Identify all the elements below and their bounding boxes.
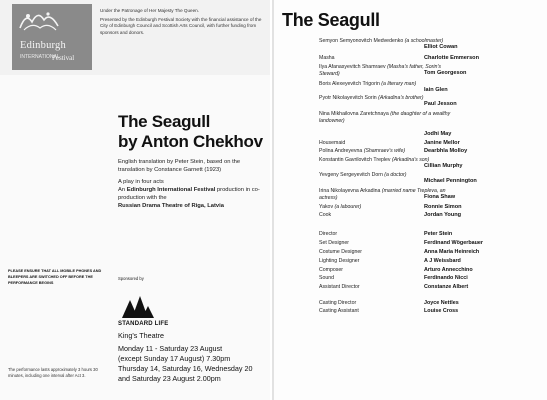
play-title: The Seagull	[118, 112, 211, 131]
sponsor-name: STANDARD LIFE	[118, 321, 169, 327]
play-description	[118, 158, 268, 214]
role-text: Casting Director	[319, 300, 357, 306]
acts-note	[118, 178, 268, 210]
actor-name: Peter Stein	[424, 231, 453, 237]
venue-info	[118, 331, 270, 384]
left-page	[0, 0, 270, 400]
role-note: (married name Trepleva, an actress)	[319, 188, 446, 201]
role-text: Assistant Director	[319, 284, 360, 290]
role-text: Nina Mikhailovna Zaretchnaya	[319, 111, 389, 117]
duration-note: The performance lasts approximately 3 hours 30 minutes, including one interval after Act 3.	[8, 367, 98, 378]
production-festival: Edinburgh International Festival	[126, 187, 216, 193]
cast-page-title: The Seagull	[282, 10, 380, 30]
actor-name: Constanze Albert	[424, 284, 469, 290]
role-note: (a literary man)	[381, 81, 417, 87]
actor-name: Charlotte Emmerson	[424, 55, 480, 61]
actor-name: Jodhi May	[424, 131, 452, 137]
actor-name: Dearbhla Molloy	[424, 148, 468, 154]
play-author: by Anton Chekhov	[118, 132, 263, 151]
production-mid: production in co-production with the	[118, 187, 260, 201]
role-note: (a doctor)	[384, 172, 407, 178]
actor-name: Ferdinando Nicci	[424, 275, 468, 281]
actor-name: Iain Glen	[424, 87, 448, 93]
role-text: Konstantin Gavrilovitch Treplev	[319, 157, 391, 163]
actor-name: Fiona Shaw	[424, 194, 456, 200]
actor-name: Janine Mellor	[424, 140, 460, 146]
actor-name: Paul Jesson	[424, 101, 457, 107]
role-note: (Arkadina's son)	[391, 157, 430, 163]
production-theatre: Russian Drama Theatre of Riga, Latvia	[118, 203, 224, 209]
venue-date: and Saturday 23 August 2.00pm	[118, 374, 221, 383]
role-text: Composer	[319, 267, 343, 273]
translation-note: English translation by Peter Stein, based on the translation by Constance Garnett (1923)	[118, 159, 241, 173]
phone-notice: PLEASE ENSURE THAT ALL MOBILE PHONES AND BLEEPERS ARE SWITCHED OFF BEFORE THE PERFORMANCE BEGINS	[8, 269, 102, 285]
role-note: (Arkadina's brother)	[378, 95, 424, 101]
sponsor-logo-icon	[118, 292, 158, 320]
acts-text: A play in four acts	[118, 179, 164, 185]
actor-name: Elliot Cowan	[424, 44, 458, 50]
role-name	[319, 111, 454, 124]
role-text: Director	[319, 231, 338, 237]
actor-name: Arturo Annecchino	[424, 267, 473, 273]
actor-name: Ronnie Simon	[424, 204, 462, 210]
actor-name: Joyce Nettles	[424, 300, 459, 306]
venue-date: (except Sunday 17 August) 7.30pm	[118, 354, 231, 363]
role-text: Set Designer	[319, 240, 349, 246]
actor-name: Michael Pennington	[424, 178, 477, 184]
role-text: Sound	[319, 275, 335, 281]
role-note: (the daughter of a wealthy landowner)	[319, 111, 451, 124]
actor-name: Anna Maria Heinreich	[424, 249, 480, 255]
patron-line: Under the Patronage of Her Majesty The Queen.	[100, 8, 199, 13]
role-text: Irina Nikolayevna Arkadina	[319, 188, 381, 194]
role-text: Casting Assistant	[319, 308, 359, 314]
actor-name: Ferdinand Wögerbauer	[424, 240, 484, 246]
venue-date: Thursday 14, Saturday 16, Wednesday 20	[118, 364, 253, 373]
festival-logo	[12, 4, 92, 70]
production-prefix: An	[118, 187, 126, 193]
right-page	[272, 0, 547, 400]
role-note: (Masha's father, Sorin's Steward)	[319, 64, 441, 77]
role-text: Semyon Semyonovitch Medvedenko	[319, 38, 404, 44]
actor-name: Jordan Young	[424, 212, 462, 218]
role-text: Boris Alexeyevitch Trigorin	[319, 81, 380, 87]
sponsor-label: Sponsored by	[118, 276, 144, 281]
logo-name: Edinburgh	[20, 40, 66, 51]
actor-name: Tom Georgeson	[424, 70, 467, 76]
festival-logo-icon	[18, 8, 62, 34]
role-note: (a schoolmaster)	[404, 38, 444, 44]
role-text: Cook	[319, 212, 332, 218]
role-text: Polina Andreyevna	[319, 148, 363, 154]
actor-name: Cillian Murphy	[424, 163, 463, 169]
role-note: (a labourer)	[334, 204, 362, 210]
role-note: (Shamraev's wife)	[363, 148, 406, 154]
role-text: Housemaid	[319, 140, 346, 146]
venue-name: King's Theatre	[118, 331, 164, 340]
actor-name: Louise Cross	[424, 308, 459, 314]
logo-sub: INTERNATIONAL	[20, 54, 60, 60]
role-text: Yevgeny Sergeyevitch Dorn	[319, 172, 383, 178]
venue-date: Monday 11 - Saturday 23 August	[118, 344, 223, 353]
role-text: Lighting Designer	[319, 258, 360, 264]
role-text: Ilya Afanasyevitch Shamraev	[319, 64, 386, 70]
role-text: Yakov	[319, 204, 334, 210]
role-text: Pyotr Nikolayevitch Sorin	[319, 95, 377, 101]
role-text: Costume Designer	[319, 249, 362, 255]
actor-name: A J Weissbard	[424, 258, 461, 264]
patron-line: Presented by the Edinburgh Festival Society with the financial assistance of the City of Edinburgh Council and Scottish Arts Council, with further funding from sponsors and donors.	[100, 17, 262, 35]
role-text: Masha	[319, 55, 335, 61]
patron-text	[100, 8, 265, 39]
logo-fest: Festival	[52, 54, 75, 62]
